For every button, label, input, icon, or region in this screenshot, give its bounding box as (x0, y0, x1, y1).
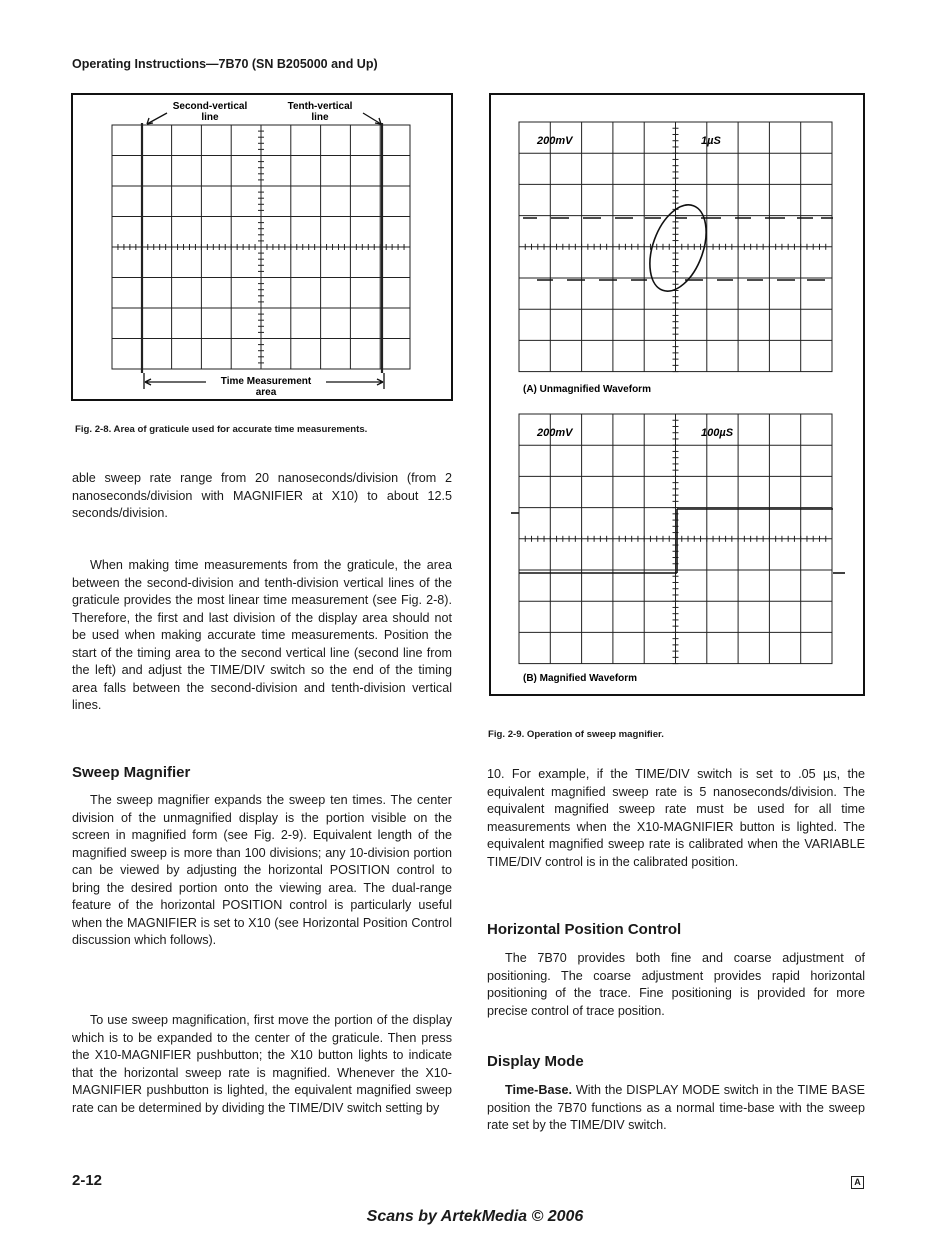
second-vertical-arrow (147, 113, 167, 124)
paragraph-magnification-use: To use sweep magnification, first move the portion of the display which is to be expanded to the center of the graticule. Then press the X10-MAGNIFIER pushbutton; the X10 button lights to indicate that the horizontal sweep rate is magnified. Whenever the X10-MAGNIFIER pushbutton is lighted, the equivalent magnified sweep rate can be determined by dividing the TIME/DIV switch setting by (72, 1013, 452, 1115)
heading-horizontal-position: Horizontal Position Control (487, 921, 682, 938)
left-column-timing (72, 557, 452, 715)
paragraph-sweep-range: able sweep rate range from 20 nanoseconds/division (from 2 nanoseconds/division with MAGNIFIER at X10) to about 12.5 seconds/division. (72, 471, 452, 520)
b-time-div: 100µS (701, 427, 734, 439)
figure-2-9 (489, 93, 865, 696)
magnified-label: (B) Magnified Waveform (523, 673, 638, 684)
tenth-vertical-label: Tenth-vertical (287, 101, 353, 112)
time-base-lead: Time-Base. (505, 1083, 572, 1097)
left-column-magnification-use (72, 1012, 452, 1117)
a-time-div: 1µS (701, 135, 721, 147)
left-column (72, 470, 452, 523)
page-number: 2-12 (72, 1172, 103, 1189)
time-measurement-label: Time Measurement (220, 376, 312, 387)
figure-2-8-caption: Fig. 2-8. Area of graticule used for accurate time measurements. (75, 424, 368, 435)
time-area-right-arrow (326, 379, 383, 385)
page-header: Operating Instructions—7B70 (SN B205000 and Up) (72, 57, 378, 71)
paragraph-magnified-rate: 10. For example, if the TIME/DIV switch is set to .05 µs, the equivalent magnified sweep rate is 5 nanoseconds/division. The equivalent magnified sweep rate must be used for all time measurements when the X10-MAGNIFIER button is lighted. The equivalent magnified sweep rate is calibrated when the VARIABLE TIME/DIV control is in the calibrated position. (487, 767, 865, 869)
revision-mark: A (851, 1176, 864, 1189)
right-column (487, 766, 865, 871)
tenth-vertical-arrow (363, 113, 381, 124)
paragraph-horizontal-position: The 7B70 provides both fine and coarse adjustment of positioning. The coarse adjustment provides rapid horizontal positioning of the trace. Fine positioning is provided for more precise control of trace position. (487, 951, 865, 1018)
tenth-vertical-label-line: line (311, 112, 329, 123)
figure-2-9-caption: Fig. 2-9. Operation of sweep magnifier. (488, 729, 664, 740)
sweep-magnifier-diagram (489, 93, 865, 696)
right-column-position (487, 950, 865, 1020)
b-volts-div: 200mV (537, 427, 573, 439)
second-vertical-label: Second-vertical (172, 101, 248, 112)
heading-display-mode: Display Mode (487, 1053, 584, 1070)
scan-credit: Scans by ArtekMedia © 2006 (366, 1208, 584, 1225)
paragraph-time-measurement: When making time measurements from the graticule, the area between the second-division and tenth-division vertical lines of the graticule provides the most linear time measurement (see Fig. 2-8). Therefore, the first and last division of the display area should not be used when making accurate time measurements. Position the start of the timing area to the second vertical line (second line from the left) and adjust the TIME/DIV switch so the end of the timing area falls between the second-division and tenth-division vertical lines. (72, 558, 452, 712)
figure-2-8 (71, 93, 453, 401)
a-volts-div: 200mV (537, 135, 573, 147)
graticule-diagram (71, 93, 453, 401)
paragraph-sweep-magnifier: The sweep magnifier expands the sweep ten times. The center division of the unmagnified display is the portion visible on the screen in magnified form (see Fig. 2-9). Equivalent length of the magnified sweep is more than 100 divisions; any 10-division portion can be viewed by adjusting the horizontal POSITION control to bring the desired portion onto the viewing area. The dual-range feature of the horizontal POSITION control is particularly useful when the MAGNIFIER is set to X10 (see Horizontal Position Control discussion which follows). (72, 793, 452, 947)
left-column-magnifier (72, 792, 452, 950)
time-area-left-arrow (145, 379, 206, 385)
time-measurement-area-label: area (255, 387, 277, 398)
right-column-display (487, 1082, 865, 1135)
second-vertical-label-line: line (201, 112, 219, 123)
paragraph-display-mode: With the DISPLAY MODE switch in the TIME BASE position the 7B70 functions as a normal time-base with the sweep rate set by the TIME/DIV switch. (487, 1083, 865, 1132)
unmagnified-label: (A) Unmagnified Waveform (523, 384, 651, 395)
heading-sweep-magnifier: Sweep Magnifier (72, 764, 191, 781)
